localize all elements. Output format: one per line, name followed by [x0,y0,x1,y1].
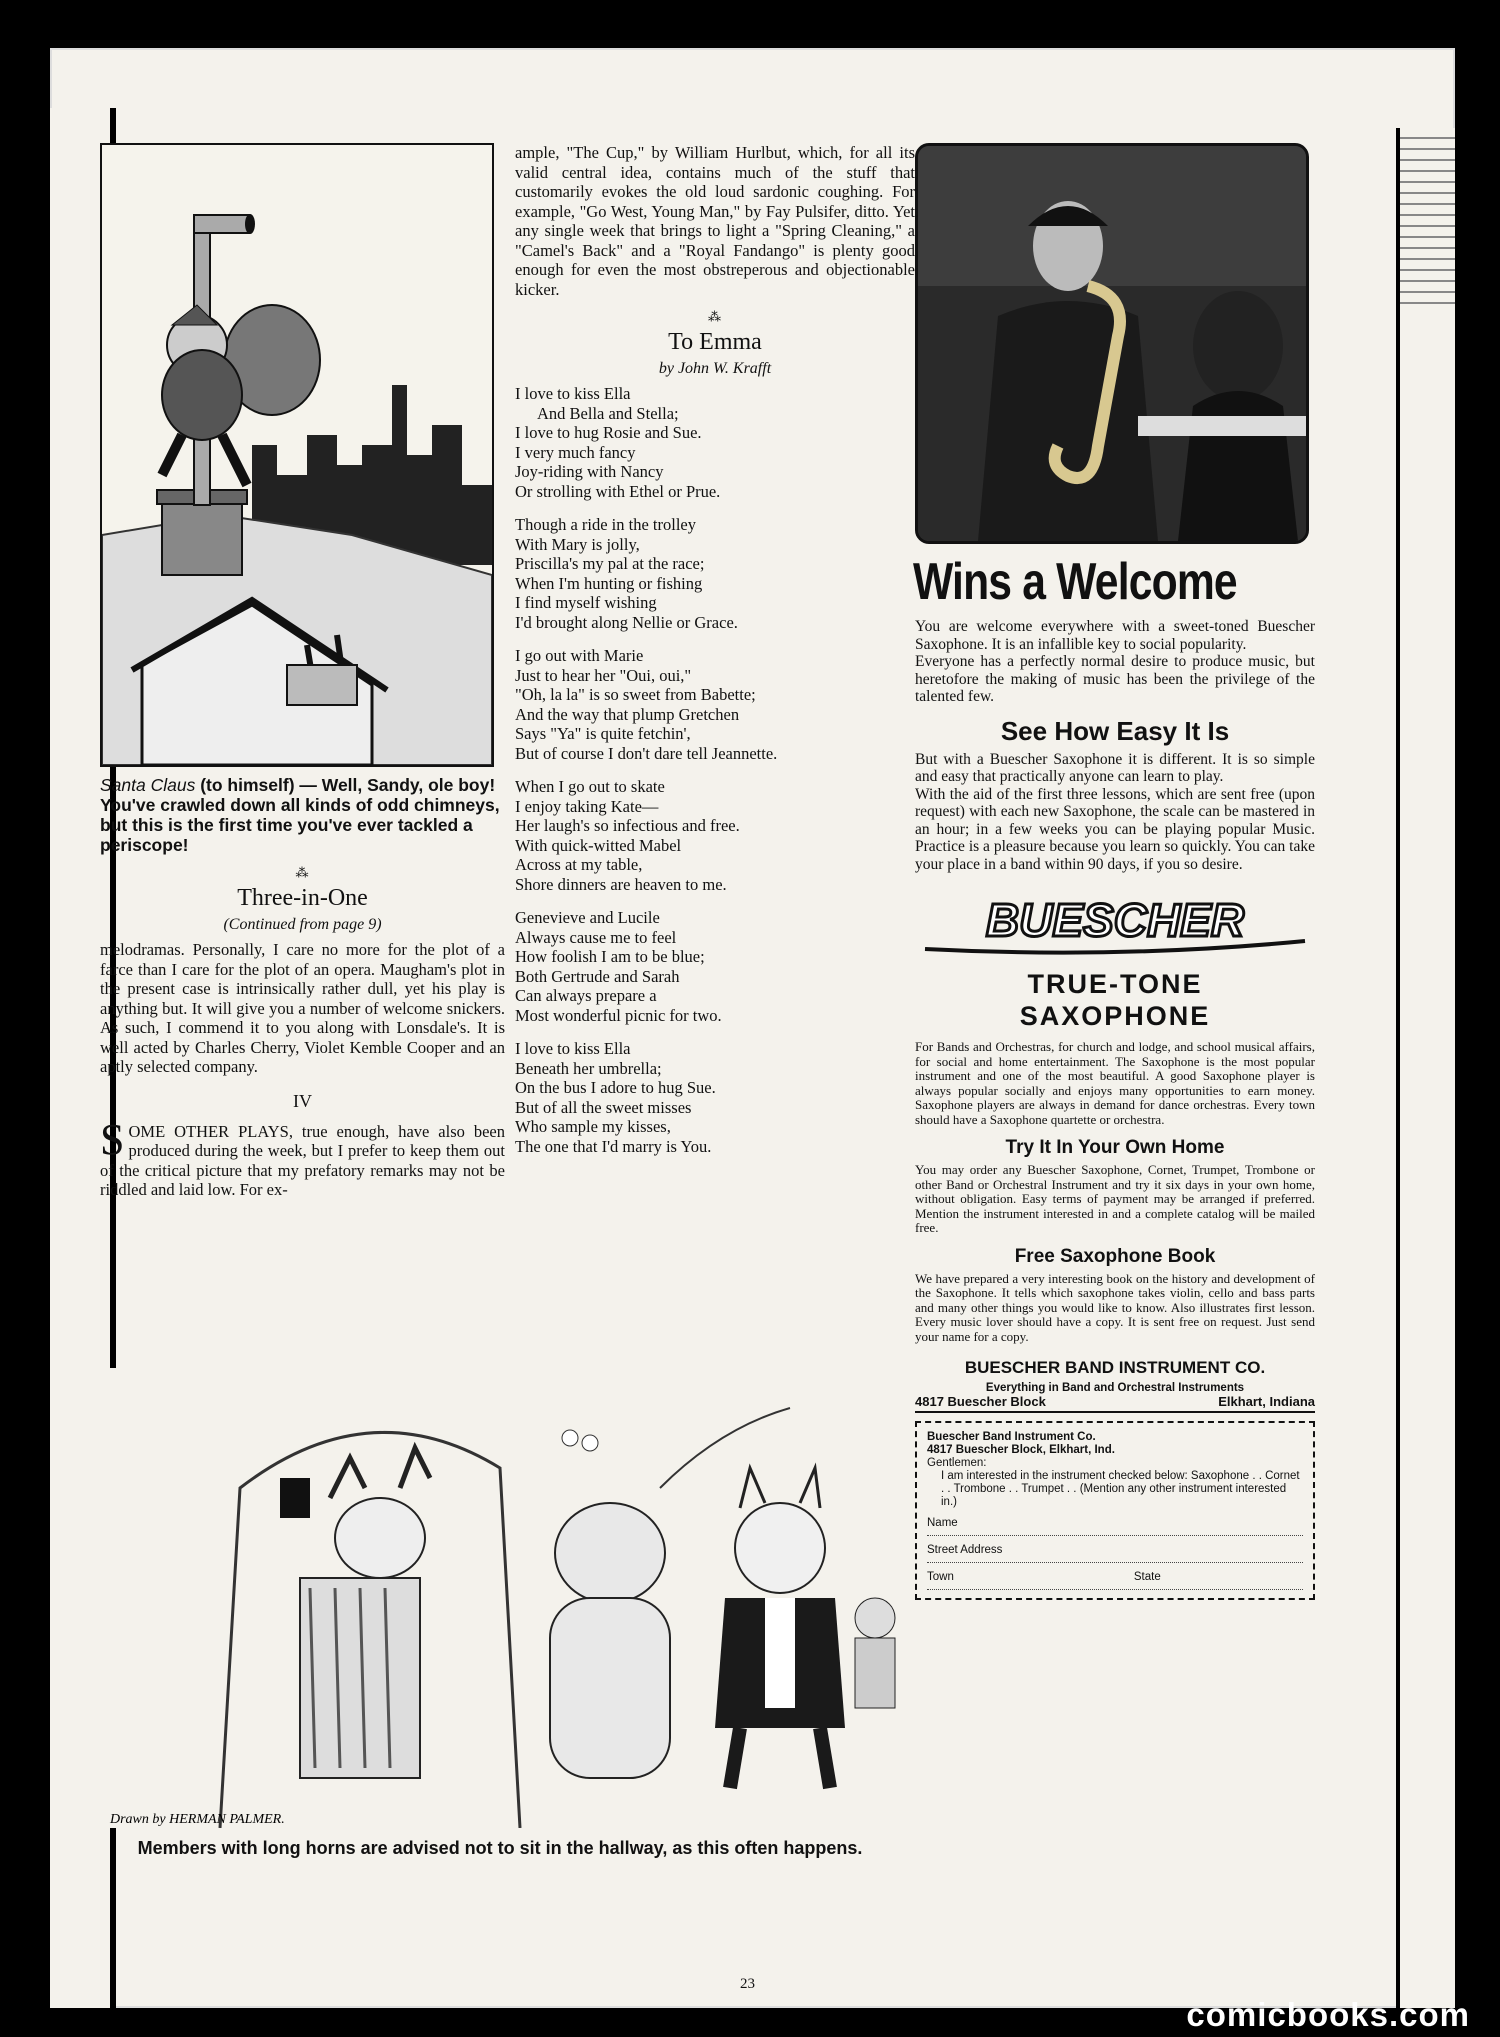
coupon-name-field[interactable]: Name [927,1517,1303,1536]
animal-cartoon-caption: Members with long horns are advised not to sit in the hallway, as this often happens. [137,1838,863,1858]
coupon-body: I am interested in the instrument checked below: Saxophone . . Cornet . . Trombone . . Trumpet . . (Mention any other instrument interested in.) [941,1470,1300,1508]
poem-line: Can always prepare a [515,986,657,1005]
page-number: 23 [740,1976,755,1992]
poem-line: When I'm hunting or fishing [515,573,703,593]
ad-easy-text2: With the aid of the first three lessons, which are sent free (upon request) with each new Saxophone, the scale can be mastered in an hour; in a few weeks you can be playing popular Music. Practice is a pleasure because you learn so quickly. You can take your place in a band within 90 days, if you so desire. [915,785,1315,873]
santa-periscope-illustration [102,145,492,765]
santa-caption: Santa Claus (to himself) — Well, Sandy, ole boy! You've crawled down all kinds of odd chimneys, but this is the first time you've ever tackled a periscope! [100,775,500,855]
poem-line: I enjoy taking Kate— [515,796,659,816]
cartoon-credit: Drawn by HERMAN PALMER. [110,1812,285,1827]
ad-subhead-book: Free Saxophone Book [1014,1245,1216,1267]
poem-line: Joy-riding with Nancy [515,462,664,481]
poem-line: I find myself wishing [515,593,657,612]
poem-line: And Bella and Stella; [537,403,679,423]
santa-cartoon [100,143,494,767]
poem-line: Though a ride in the trolley [515,515,696,534]
buescher-logo [915,891,1315,966]
coupon-address-1: Buescher Band Instrument Co. [927,1431,1096,1443]
book-text: We have prepared a very interesting book on the history and development of the Saxophone. It tells which saxophone takes violin, cello and bass parts and many other things you would like to know. Also illustrates first lesson. Every music lover should have a copy. It is sent free on request. Just send your name for a copy. [915,1270,1315,1344]
poem-line: Says "Ya" is quite fetchin', [515,724,691,743]
watermark: comicbooks.com [1186,1996,1470,2033]
company-name: BUESCHER BAND INSTRUMENT CO. [964,1358,1266,1377]
poem-line: With Mary is jolly, [515,534,640,554]
ad-easy-text: But with a Buescher Saxophone it is different. It is so simple and easy that practically anyone can learn to play. [915,750,1315,785]
animals-in-hallway-illustration [100,1368,900,1828]
poem-stanza [515,908,940,1025]
middle-column [515,143,940,1170]
poem-line: Priscilla's my pal at the race; [515,554,705,573]
ad-headline: Wins a Welcome [913,553,1237,611]
ad-intro: You are welcome everywhere with a sweet-toned Buescher Saxophone. It is an infallible key to social popularity. [915,618,1315,653]
poem-stanza [515,515,940,632]
poem-author: by John W. Krafft [658,360,772,377]
ad-intro2: Everyone has a perfectly normal desire to produce music, but heretofore the making of music has been the privilege of the talented few. [915,653,1315,705]
poem-line: The one that I'd marry is You. [515,1136,712,1156]
poem-line: Genevieve and Lucile [515,908,660,927]
poem-line: With quick-witted Mabel [515,835,682,855]
product-line-1: TRUE-TONE [1027,969,1203,999]
section-text: , true enough, have also been produced during the week, but I prefer to keep them out of the critical picture that my prefatory remarks may not be riddled and laid low. For ex- [100,1121,505,1199]
product-line-2: SAXOPHONE [1019,1001,1211,1031]
article-title: Three-in-One [237,885,368,911]
poem-line: Who sample my kisses, [515,1117,671,1136]
continued-article-text: ample, "The Cup," by William Hurlbut, which, for all its valid central idea, contains much of the stuff that customarily evokes the old loud sardonic coughing. For example, "Go West, Young Man," by Fay Pulsifer, ditto. Yet any single week that brings to light a "Spring Cleaning," a "Camel's Back" and a "Royal Fandango" is plenty good enough for even the most obstreperous and objectionable kicker. [515,143,915,299]
poem-stanza [515,384,940,501]
poem-line: I love to kiss Ella [515,384,631,403]
saxophone-player-photo [918,146,1306,541]
poem-line: I'd brought along Nellie or Grace. [515,612,738,632]
poem-line: Shore dinners are heaven to me. [515,874,727,894]
ad-subhead-home: Try It In Your Own Home [1005,1137,1225,1158]
section-numeral: IV [293,1090,312,1111]
left-column [100,143,505,1200]
poem-stanza [515,777,940,894]
coupon-address-2: 4817 Buescher Block, Elkhart, Ind. [927,1444,1115,1456]
buescher-ad [915,143,1315,1600]
poem-line: "Oh, la la" is so sweet from Babette; [515,685,756,704]
company-address [915,1394,1315,1413]
poem-line: I go out with Marie [515,646,644,665]
section-body [100,1114,505,1200]
company-tagline: Everything in Band and Orchestral Instruments [985,1382,1245,1394]
poem-line: On the bus I adore to hug Sue. [515,1078,716,1097]
separator-stars: ⁂ [295,865,310,880]
poem-line: Across at my table, [515,855,643,874]
poem-line: Both Gertrude and Sarah [515,966,680,986]
coupon-street-field[interactable]: Street Address [927,1544,1303,1563]
poem-line: But of all the sweet misses [515,1097,692,1117]
animal-cartoon [100,1368,900,1828]
poem-stanza [515,646,940,763]
poem-line: I love to hug Rosie and Sue. [515,423,702,442]
poem-line: And the way that plump Gretchen [515,704,740,724]
poem-line: How foolish I am to be blue; [515,947,705,966]
poem-line: Or strolling with Ethel or Prue. [515,481,721,501]
article-continued: (Continued from page 9) [223,916,382,933]
article-body: melodramas. Personally, I care no more for the plot of a farce than I care for the plot of an opera. Maugham's plot in the present case is intrinsically rather dull, yet his play is anything but. It will give you a number of welcome snickers. As such, I commend it to you along with Lonsdale's. It is well acted by Charles Cherry, Violet Kemble Cooper and an aptly selected company. [100,940,505,1076]
poem-line: Just to hear her "Oui, oui," [515,665,692,685]
magazine-page [50,48,1455,2008]
poem-line: Always cause me to feel [515,927,677,947]
poem-line: I love to kiss Ella [515,1039,631,1058]
product-text: For Bands and Orchestras, for church and lodge, and school musical affairs, for social and home entertainment. The Saxophone is the most popular instrument and one of the most beautiful. A good Saxophone player is always popular socially and enjoys many opportunities to earn money. Saxophone players are always in demand for dance orchestras. Every town should have a Saxophone quartette or orchestra. [915,1039,1315,1127]
address-street: 4817 Buescher Block [915,1394,1046,1409]
poem-line: When I go out to skate [515,777,665,796]
brand-name: BUESCHER [985,894,1245,946]
drop-cap: S [100,1114,125,1164]
poem-stanza [515,1039,940,1156]
poem-line: Her laugh's so infectious and free. [515,816,740,835]
saxophone-photo [915,143,1309,544]
home-trial-text: You may order any Buescher Saxophone, Cornet, Trumpet, Trombone or other Band or Orchestral Instrument and try it six days in your own home, without obligation. Easy terms of payment may be arranged if preferred. Mention the instrument interested in and a complete catalog will be mailed free. [915,1162,1315,1235]
coupon-greeting: Gentlemen: [927,1457,987,1469]
poem-line: Beneath her umbrella; [515,1058,662,1078]
poem-line: I very much fancy [515,442,636,462]
buescher-logo-graphic [920,891,1310,961]
coupon-town-field[interactable]: Town State [927,1571,1303,1590]
smallcaps-lead: OME OTHER PLAYS [128,1121,289,1141]
page-edges-right [1396,128,1455,2008]
poem [515,384,940,1156]
order-coupon[interactable] [915,1421,1315,1600]
poem-line: But of course I don't dare tell Jeannette. [515,743,778,763]
address-city: Elkhart, Indiana [1218,1394,1315,1409]
poem-title: To Emma [668,329,762,355]
ad-subhead-easy: See How Easy It Is [1000,715,1230,746]
poem-line: Most wonderful picnic for two. [515,1005,722,1025]
separator-stars: ⁂ [708,309,722,324]
